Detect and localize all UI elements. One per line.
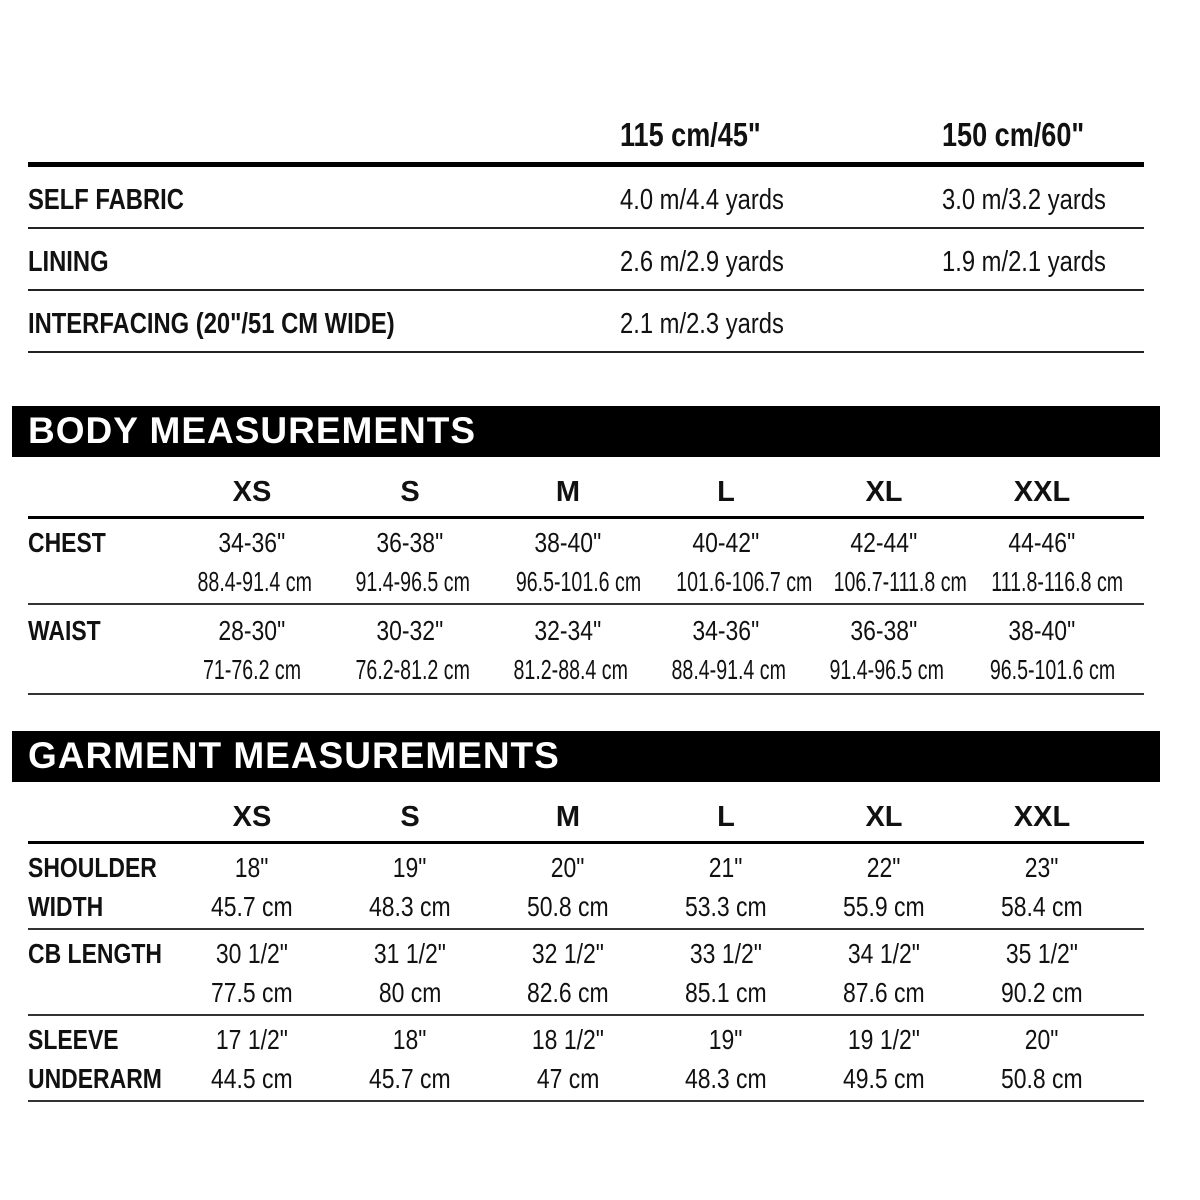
fabric-width-115: 115 cm/45"	[620, 116, 761, 153]
cm-value: 82.6 cm	[527, 977, 609, 1008]
inch-value: 34-36"	[692, 615, 760, 646]
cm-value: 111.8-116.8 cm	[991, 566, 1124, 597]
inch-value: 34 1/2"	[847, 938, 920, 969]
size-label: M	[555, 801, 581, 833]
size-label: XS	[232, 801, 272, 833]
inch-value: 38-40"	[534, 527, 602, 558]
measurement-cell	[805, 523, 967, 601]
cm-value: 55.9 cm	[843, 891, 925, 922]
cm-value: 58.4 cm	[1001, 891, 1083, 922]
cm-value: 45.7 cm	[211, 891, 293, 922]
cm-value: 91.4-96.5 cm	[829, 654, 944, 685]
inch-value: 36-38"	[376, 527, 444, 558]
measurement-cell	[331, 523, 489, 601]
row-label	[28, 1020, 191, 1098]
measurement-cell	[647, 611, 805, 689]
cm-value: 50.8 cm	[1001, 1063, 1083, 1094]
row-label-line: WIDTH	[28, 891, 104, 922]
inch-value: 19"	[393, 852, 427, 883]
cm-value: 91.4-96.5 cm	[355, 566, 470, 597]
body-measurements-heading	[12, 406, 1160, 457]
garment-row-shoulder-width	[28, 844, 1144, 930]
inch-value: 42-44"	[850, 527, 918, 558]
measurement-cell	[489, 611, 647, 689]
cm-value: 88.4-91.4 cm	[671, 654, 786, 685]
yardage-value: 2.1 m/2.3 yards	[620, 308, 784, 340]
inch-value: 19"	[709, 1024, 743, 1055]
measurement-cell	[173, 611, 331, 689]
inch-value: 19 1/2"	[847, 1024, 920, 1055]
section-title: BODY MEASUREMENTS	[28, 410, 477, 451]
yardage-value: 4.0 m/4.4 yards	[620, 184, 784, 216]
measurement-cell	[331, 1020, 489, 1098]
size-header-row	[28, 788, 1144, 844]
measurement-cell	[647, 523, 813, 601]
size-label: XXL	[1013, 476, 1071, 508]
cm-value: 48.3 cm	[685, 1063, 767, 1094]
cm-value: 76.2-81.2 cm	[355, 654, 470, 685]
body-row-waist	[28, 605, 1144, 695]
measurement-cell	[963, 611, 1121, 689]
row-label-line: CB LENGTH	[28, 938, 162, 969]
measurement-cell	[173, 848, 331, 926]
size-label: XL	[865, 476, 903, 508]
row-label: CHEST	[28, 527, 106, 558]
cm-value: 90.2 cm	[1001, 977, 1083, 1008]
cm-value: 88.4-91.4 cm	[197, 566, 312, 597]
cm-value: 85.1 cm	[685, 977, 767, 1008]
size-label: XS	[232, 476, 272, 508]
inch-value: 44-46"	[1008, 527, 1076, 558]
fabric-width-150: 150 cm/60"	[942, 116, 1085, 153]
row-label-line: UNDERARM	[28, 1063, 162, 1094]
inch-value: 30 1/2"	[215, 938, 288, 969]
inch-value: 36-38"	[850, 615, 918, 646]
inch-value: 17 1/2"	[215, 1024, 288, 1055]
row-label: LINING	[28, 246, 109, 278]
measurement-cell	[331, 611, 489, 689]
size-label: S	[400, 476, 420, 508]
garment-row-cb-length	[28, 930, 1144, 1016]
measurement-cell	[331, 934, 489, 1012]
inch-value: 20"	[551, 852, 585, 883]
inch-value: 18"	[393, 1024, 427, 1055]
size-label: XL	[865, 801, 903, 833]
measurement-cell	[805, 611, 963, 689]
measurement-cell	[647, 1020, 805, 1098]
measurement-cell	[647, 934, 805, 1012]
measurement-cell	[489, 934, 647, 1012]
measurement-cell	[331, 848, 489, 926]
cm-value: 50.8 cm	[527, 891, 609, 922]
section-title: GARMENT MEASUREMENTS	[28, 735, 560, 776]
inch-value: 23"	[1025, 852, 1059, 883]
garment-measurements-heading	[12, 731, 1160, 782]
measurement-cell	[963, 848, 1121, 926]
size-label: M	[555, 476, 581, 508]
yardage-value: 1.9 m/2.1 yards	[942, 246, 1106, 278]
inch-value: 31 1/2"	[373, 938, 446, 969]
size-label: S	[400, 801, 420, 833]
inch-value: 22"	[867, 852, 901, 883]
measurement-cell	[489, 523, 647, 601]
row-label	[28, 934, 191, 973]
garment-measurements-table	[28, 788, 1144, 1102]
measurement-cell	[489, 1020, 647, 1098]
garment-row-sleeve-underarm	[28, 1016, 1144, 1102]
measurement-cell	[173, 1020, 331, 1098]
yardage-table	[28, 110, 1144, 353]
row-label: INTERFACING (20"/51 CM WIDE)	[28, 308, 395, 340]
inch-value: 28-30"	[218, 615, 286, 646]
cm-value: 49.5 cm	[843, 1063, 925, 1094]
cm-value: 53.3 cm	[685, 891, 767, 922]
inch-value: 33 1/2"	[689, 938, 762, 969]
size-header-row	[28, 463, 1144, 519]
row-label-line: SHOULDER	[28, 852, 157, 883]
size-label: L	[717, 801, 735, 833]
inch-value: 18"	[235, 852, 269, 883]
cm-value: 87.6 cm	[843, 977, 925, 1008]
cm-value: 96.5-101.6 cm	[989, 654, 1116, 685]
row-label	[28, 848, 185, 926]
yardage-value: 3.0 m/3.2 yards	[942, 184, 1106, 216]
measurement-cell	[173, 934, 331, 1012]
measurement-cell	[173, 523, 331, 601]
cm-value: 71-76.2 cm	[202, 654, 302, 685]
inch-value: 20"	[1025, 1024, 1059, 1055]
measurement-cell	[489, 848, 647, 926]
body-measurements-table	[28, 463, 1144, 695]
inch-value: 32 1/2"	[531, 938, 604, 969]
inch-value: 21"	[709, 852, 743, 883]
measurement-cell	[805, 934, 963, 1012]
yardage-row-interfacing	[28, 291, 1144, 353]
measurement-cell	[963, 523, 1124, 601]
cm-value: 44.5 cm	[211, 1063, 293, 1094]
measurement-cell	[647, 848, 805, 926]
cm-value: 80 cm	[378, 977, 442, 1008]
yardage-value: 2.6 m/2.9 yards	[620, 246, 784, 278]
inch-value: 34-36"	[218, 527, 286, 558]
size-label: L	[717, 476, 735, 508]
cm-value: 48.3 cm	[369, 891, 451, 922]
inch-value: 40-42"	[692, 527, 760, 558]
yardage-row-self-fabric	[28, 167, 1144, 229]
yardage-header-row	[28, 110, 1144, 167]
inch-value: 35 1/2"	[1005, 938, 1078, 969]
cm-value: 47 cm	[536, 1063, 600, 1094]
cm-value: 45.7 cm	[369, 1063, 451, 1094]
inch-value: 18 1/2"	[531, 1024, 604, 1055]
measurement-cell	[963, 934, 1121, 1012]
cm-value: 77.5 cm	[211, 977, 293, 1008]
yardage-row-lining	[28, 229, 1144, 291]
cm-value: 96.5-101.6 cm	[515, 566, 642, 597]
measurement-cell	[805, 848, 963, 926]
body-row-chest	[28, 519, 1144, 605]
inch-value: 30-32"	[376, 615, 444, 646]
measurement-cell	[963, 1020, 1121, 1098]
inch-value: 38-40"	[1008, 615, 1076, 646]
cm-value: 81.2-88.4 cm	[513, 654, 628, 685]
inch-value: 32-34"	[534, 615, 602, 646]
row-label-line: SLEEVE	[28, 1024, 119, 1055]
row-label: WAIST	[28, 615, 101, 646]
cm-value: 106.7-111.8 cm	[833, 566, 967, 597]
row-label: SELF FABRIC	[28, 184, 184, 216]
size-label: XXL	[1013, 801, 1071, 833]
measurement-cell	[805, 1020, 963, 1098]
cm-value: 101.6-106.7 cm	[676, 566, 813, 597]
